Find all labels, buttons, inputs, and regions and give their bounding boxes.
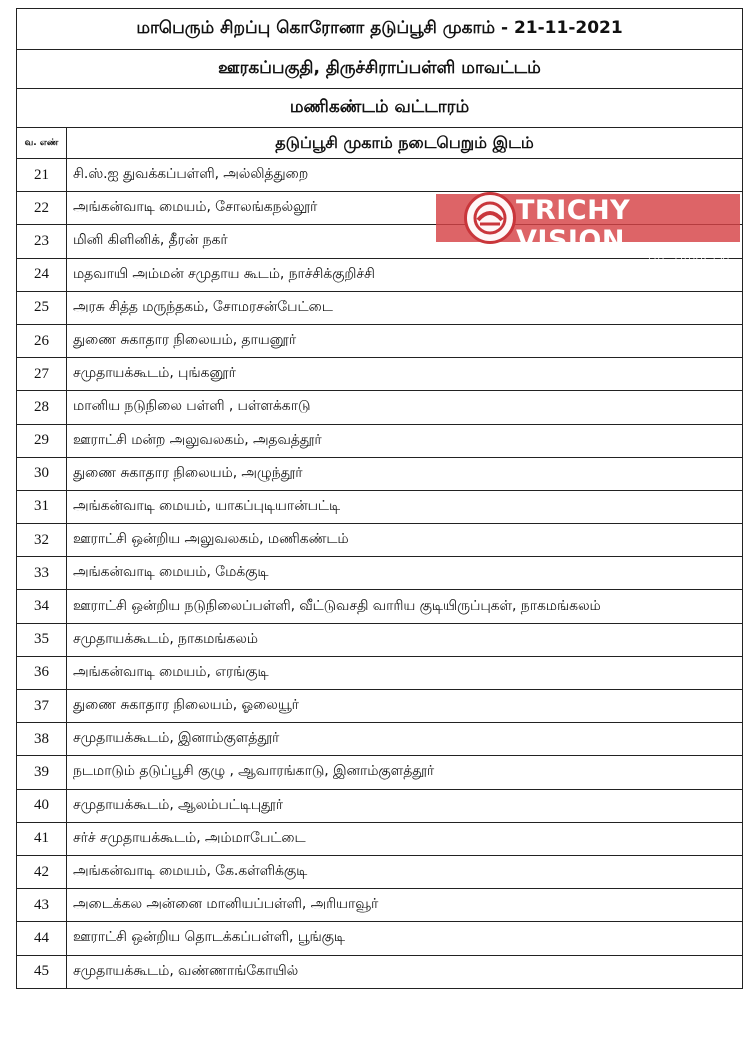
serial-number-cell: 22 — [17, 192, 67, 225]
table-row — [17, 690, 743, 723]
serial-number-cell: 37 — [17, 690, 67, 723]
district-heading: ஊரகப்பகுதி, திருச்சிராப்பள்ளி மாவட்டம் — [17, 50, 743, 89]
table-row — [17, 490, 743, 523]
serial-number-cell: 24 — [17, 258, 67, 291]
camp-rows — [17, 159, 743, 989]
serial-number-cell: 36 — [17, 656, 67, 689]
venue-cell: சர்ச் சமுதாயக்கூடம், அம்மாபேட்டை — [67, 822, 743, 855]
venue-cell: மானிய நடுநிலை பள்ளி , பள்ளக்காடு — [67, 391, 743, 424]
serial-number-cell: 35 — [17, 623, 67, 656]
venue-cell: சமுதாயக்கூடம், இனாம்குளத்தூர் — [67, 723, 743, 756]
serial-number-cell: 31 — [17, 490, 67, 523]
table-row — [17, 391, 743, 424]
serial-number-cell: 27 — [17, 358, 67, 391]
venue-cell: துணை சுகாதார நிலையம், அழுந்தூர் — [67, 457, 743, 490]
venue-cell: அரசு சித்த மருந்தகம், சோமரசன்பேட்டை — [67, 291, 743, 324]
column-header-venue: தடுப்பூசி முகாம் நடைபெறும் இடம் — [67, 128, 743, 159]
table-row — [17, 656, 743, 689]
venue-cell: சமுதாயக்கூடம், வண்ணாங்கோயில் — [67, 955, 743, 988]
serial-number-cell: 39 — [17, 756, 67, 789]
venue-cell: நடமாடும் தடுப்பூசி குழு , ஆவாரங்காடு, இனாம்குளத்தூர் — [67, 756, 743, 789]
table-row — [17, 324, 743, 357]
camera-shutter-icon — [464, 192, 516, 244]
venue-cell: அங்கன்வாடி மையம், மேக்குடி — [67, 557, 743, 590]
table-row — [17, 955, 743, 988]
table-row — [17, 557, 743, 590]
watermark-tagline: THE THIRD EYE — [646, 256, 734, 265]
serial-number-cell: 42 — [17, 855, 67, 888]
trichy-vision-watermark — [436, 190, 740, 265]
venue-cell: துணை சுகாதார நிலையம், ஓலையூர் — [67, 690, 743, 723]
table-row — [17, 789, 743, 822]
serial-number-cell: 34 — [17, 590, 67, 623]
table-row — [17, 723, 743, 756]
table-row — [17, 457, 743, 490]
page-title: மாபெரும் சிறப்பு கொரோனா தடுப்பூசி முகாம் - 21-11-2021 — [17, 9, 743, 50]
venue-cell: ஊராட்சி மன்ற அலுவலகம், அதவத்தூர் — [67, 424, 743, 457]
serial-number-cell: 21 — [17, 159, 67, 192]
serial-number-cell: 40 — [17, 789, 67, 822]
venue-cell: ஊராட்சி ஒன்றிய நடுநிலைப்பள்ளி, வீட்டுவசதி வாரிய குடியிருப்புகள், நாகமங்கலம் — [67, 590, 743, 623]
table-row — [17, 291, 743, 324]
venue-cell: அங்கன்வாடி மையம், சோலங்கநல்லூர் — [67, 192, 743, 225]
serial-number-cell: 32 — [17, 524, 67, 557]
venue-cell: சி.ஸ்.ஐ துவக்கப்பள்ளி, அல்லித்துறை — [67, 159, 743, 192]
serial-number-cell: 26 — [17, 324, 67, 357]
table-row — [17, 590, 743, 623]
title-row — [17, 9, 743, 50]
venue-cell: மதவாயி அம்மன் சமுதாய கூடம், நாச்சிக்குறிச்சி — [67, 258, 743, 291]
venue-cell: அங்கன்வாடி மையம், யாகப்புடியான்பட்டி — [67, 490, 743, 523]
table-row — [17, 524, 743, 557]
vaccination-camp-table-sheet — [16, 8, 742, 989]
serial-number-cell: 23 — [17, 225, 67, 258]
table-row — [17, 424, 743, 457]
watermark-text — [516, 196, 740, 266]
venue-cell: சமுதாயக்கூடம், நாகமங்கலம் — [67, 623, 743, 656]
serial-number-cell: 43 — [17, 889, 67, 922]
serial-number-cell: 44 — [17, 922, 67, 955]
serial-number-cell: 30 — [17, 457, 67, 490]
serial-number-cell: 38 — [17, 723, 67, 756]
venue-cell: மினி கிளினிக், தீரன் நகர் — [67, 225, 743, 258]
serial-number-cell: 45 — [17, 955, 67, 988]
table-row — [17, 756, 743, 789]
venue-cell: துணை சுகாதார நிலையம், தாயனூர் — [67, 324, 743, 357]
venue-cell: ஊராட்சி ஒன்றிய அலுவலகம், மணிகண்டம் — [67, 524, 743, 557]
venue-cell: அங்கன்வாடி மையம், எரங்குடி — [67, 656, 743, 689]
serial-number-cell: 33 — [17, 557, 67, 590]
camp-list-table — [16, 8, 743, 989]
block-row — [17, 89, 743, 128]
watermark-brand-name: TRICHY VISION — [516, 195, 631, 256]
venue-cell: அங்கன்வாடி மையம், கே.கள்ளிக்குடி — [67, 855, 743, 888]
table-row — [17, 889, 743, 922]
table-row — [17, 822, 743, 855]
venue-cell: ஊராட்சி ஒன்றிய தொடக்கப்பள்ளி, பூங்குடி — [67, 922, 743, 955]
venue-cell: சமுதாயக்கூடம், ஆலம்பட்டிபுதூர் — [67, 789, 743, 822]
block-heading: மணிகண்டம் வட்டாரம் — [17, 89, 743, 128]
district-row — [17, 50, 743, 89]
column-header-row — [17, 128, 743, 159]
column-header-serial-no: வ. எண் — [17, 128, 67, 159]
serial-number-cell: 25 — [17, 291, 67, 324]
table-row — [17, 159, 743, 192]
table-row — [17, 358, 743, 391]
table-row — [17, 623, 743, 656]
table-row — [17, 922, 743, 955]
table-row — [17, 855, 743, 888]
venue-cell: சமுதாயக்கூடம், புங்கனூர் — [67, 358, 743, 391]
serial-number-cell: 29 — [17, 424, 67, 457]
venue-cell: அடைக்கல அன்னை மானியப்பள்ளி, அரியாவூர் — [67, 889, 743, 922]
serial-number-cell: 41 — [17, 822, 67, 855]
serial-number-cell: 28 — [17, 391, 67, 424]
